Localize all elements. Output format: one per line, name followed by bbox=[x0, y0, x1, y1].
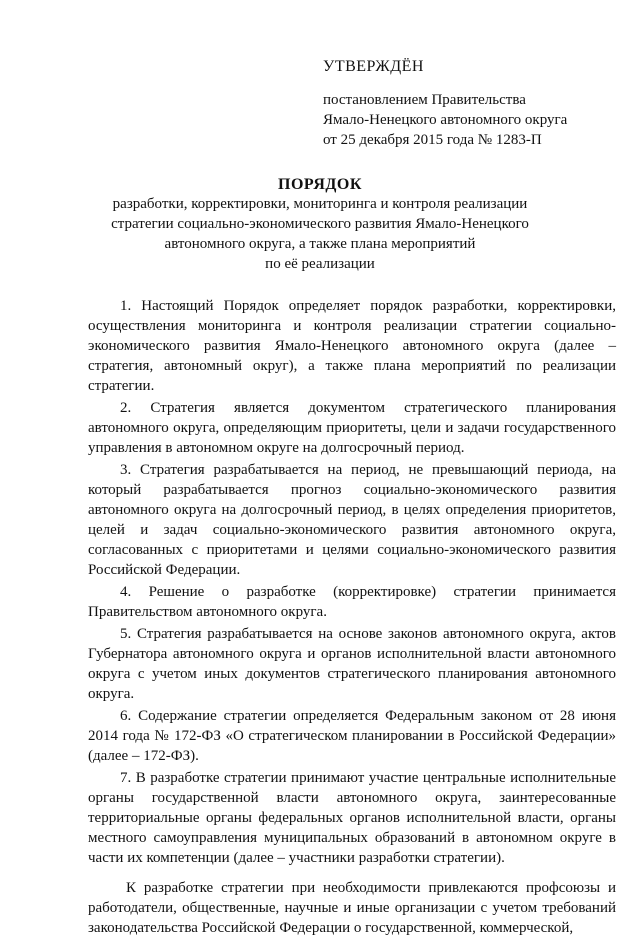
paragraph-5: 5. Стратегия разрабатывается на основе законов автономного округа, актов Губернатора автономного округа и органов исполнительной власти автономного округа с учетом иных документов стратегического планирования автономного округа. bbox=[88, 626, 616, 702]
paragraph-2: 2. Стратегия является документом стратегического планирования автономного округа, определяющим приоритеты, цели и задачи государственного управления в автономном округе на долгосрочный период. bbox=[88, 400, 616, 456]
subtitle-line: стратегии социально-экономического развития Ямало-Ненецкого bbox=[111, 216, 529, 232]
document-subtitle bbox=[0, 194, 640, 274]
approval-line: постановлением Правительства bbox=[323, 92, 526, 108]
approval-block bbox=[323, 58, 623, 150]
subtitle-line: по её реализации bbox=[265, 256, 375, 272]
paragraph-3: 3. Стратегия разрабатывается на период, не превышающий периода, на который разрабатывается прогноз социально-экономического развития автономного округа на долгосрочный период, в целях определения приоритетов, целей и задач социально-экономического развития автономного округа, согласованных с приоритетами и целями социально-экономического развития Российской Федерации. bbox=[88, 462, 616, 578]
approval-line: Ямало-Ненецкого автономного округа bbox=[323, 112, 568, 128]
document-body bbox=[88, 296, 616, 938]
approval-line: от 25 декабря 2015 года № 1283-П bbox=[323, 132, 542, 148]
paragraph-7: 7. В разработке стратегии принимают участие центральные исполнительные органы государственной власти автономного округа, заинтересованные территориальные органы федеральных органов исполнительной власти, органы местного самоуправления муниципальных образований в автономном округе в части их компетенции (далее – участники разработки стратегии). bbox=[88, 770, 616, 866]
paragraph-4: 4. Решение о разработке (корректировке) стратегии принимается Правительством автономного округа. bbox=[88, 584, 616, 620]
document-title: ПОРЯДОК bbox=[278, 176, 362, 193]
approval-title: УТВЕРЖДЁН bbox=[323, 58, 424, 75]
paragraph-8: К разработке стратегии при необходимости привлекаются профсоюзы и работодатели, общественные, научные и иные организации с учетом требований законодательства Российской Федерации о государственной, коммерческой, bbox=[88, 880, 616, 936]
subtitle-line: автономного округа, а также плана мероприятий bbox=[164, 236, 476, 252]
subtitle-line: разработки, корректировки, мониторинга и контроля реализации bbox=[112, 196, 528, 212]
paragraph-1: 1. Настоящий Порядок определяет порядок разработки, корректировки, осуществления мониторинга и контроля реализации стратегии социально-экономического развития Ямало-Ненецкого автономного округа (далее – стратегия, автономный округ), а также плана мероприятий по реализации стратегии. bbox=[88, 298, 616, 394]
paragraph-6: 6. Содержание стратегии определяется Федеральным законом от 28 июня 2014 года № 172-ФЗ «О стратегическом планировании в Российской Федерации» (далее – 172-ФЗ). bbox=[88, 708, 616, 764]
